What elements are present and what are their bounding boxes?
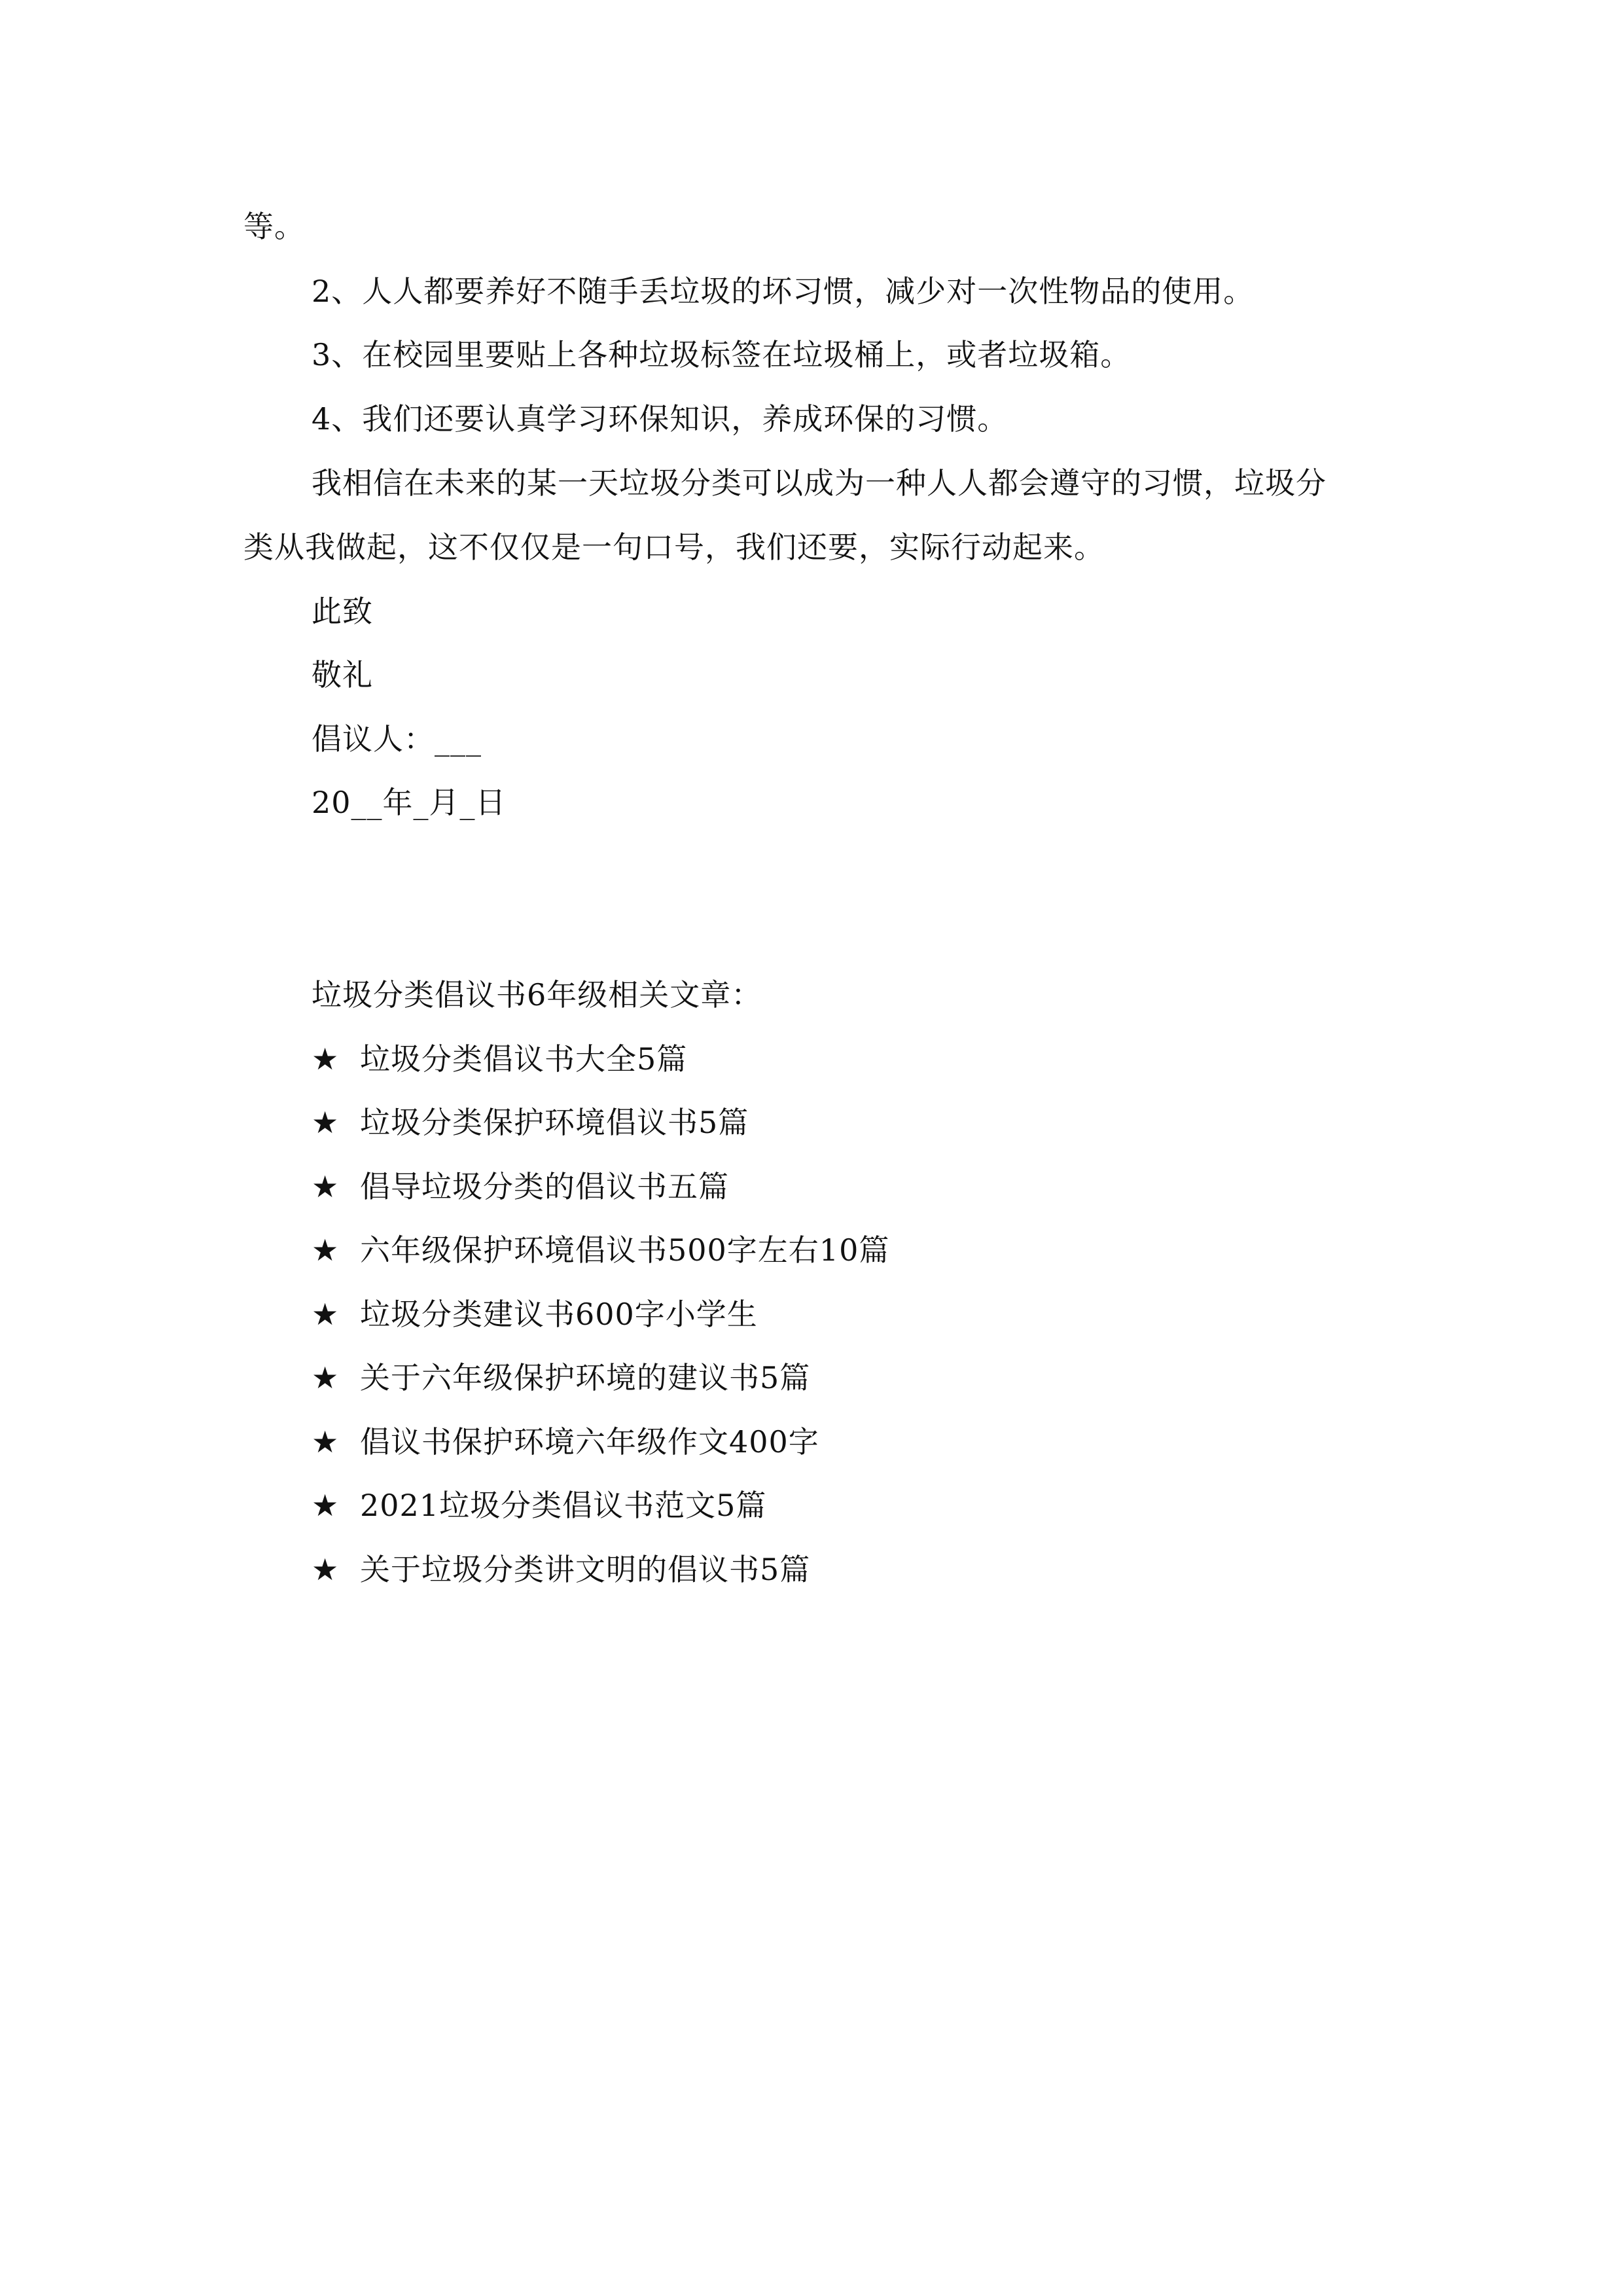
related-article-link[interactable]	[312, 1358, 810, 1397]
star-icon: ★	[312, 1169, 340, 1204]
star-icon: ★	[312, 1552, 340, 1587]
related-article-link[interactable]	[312, 1295, 758, 1334]
list-item-3: 3、在校园里要贴上各种垃圾标签在垃圾桶上，或者垃圾箱。	[312, 337, 1132, 372]
related-article-link[interactable]	[312, 1167, 729, 1206]
continuation-text: 等。	[243, 209, 305, 244]
related-article-title: 倡导垃圾分类的倡议书五篇	[360, 1169, 729, 1204]
related-article-link[interactable]	[312, 1486, 766, 1525]
salutation-jingli: 敬礼	[312, 657, 373, 692]
star-icon: ★	[312, 1297, 340, 1332]
signature-line: 倡议人：___	[312, 721, 482, 757]
related-article-title: 2021垃圾分类倡议书范文5篇	[360, 1488, 767, 1523]
related-article-title: 关于六年级保护环境的建议书5篇	[360, 1360, 811, 1395]
closing-paragraph-line-2: 类从我做起，这不仅仅是一句口号，我们还要，实际行动起来。	[243, 529, 1105, 565]
related-article-link[interactable]	[312, 1039, 687, 1079]
star-icon: ★	[312, 1424, 340, 1460]
related-article-link[interactable]	[312, 1550, 810, 1589]
star-icon: ★	[312, 1360, 340, 1395]
related-article-title: 垃圾分类倡议书大全5篇	[360, 1041, 688, 1077]
star-icon: ★	[312, 1232, 340, 1268]
list-item-2: 2、人人都要养好不随手丢垃圾的坏习惯，减少对一次性物品的使用。	[312, 274, 1255, 309]
list-item-4: 4、我们还要认真学习环保知识，养成环保的习惯。	[312, 401, 1008, 437]
related-article-title: 垃圾分类保护环境倡议书5篇	[360, 1105, 749, 1140]
salutation-cizhi: 此致	[312, 594, 373, 629]
related-article-title: 六年级保护环境倡议书500字左右10篇	[360, 1232, 890, 1268]
related-article-title: 倡议书保护环境六年级作文400字	[360, 1424, 819, 1460]
related-article-link[interactable]	[312, 1422, 819, 1462]
related-article-title: 关于垃圾分类讲文明的倡议书5篇	[360, 1552, 811, 1587]
related-article-link[interactable]	[312, 1230, 889, 1270]
star-icon: ★	[312, 1488, 340, 1523]
date-line: 20__年_月_日	[312, 785, 507, 820]
related-article-title: 垃圾分类建议书600字小学生	[360, 1297, 758, 1332]
closing-paragraph-line-1: 我相信在未来的某一天垃圾分类可以成为一种人人都会遵守的习惯，垃圾分	[312, 465, 1327, 501]
star-icon: ★	[312, 1041, 340, 1077]
related-articles-heading: 垃圾分类倡议书6年级相关文章：	[312, 977, 762, 1013]
related-article-link[interactable]	[312, 1103, 749, 1142]
star-icon: ★	[312, 1105, 340, 1140]
